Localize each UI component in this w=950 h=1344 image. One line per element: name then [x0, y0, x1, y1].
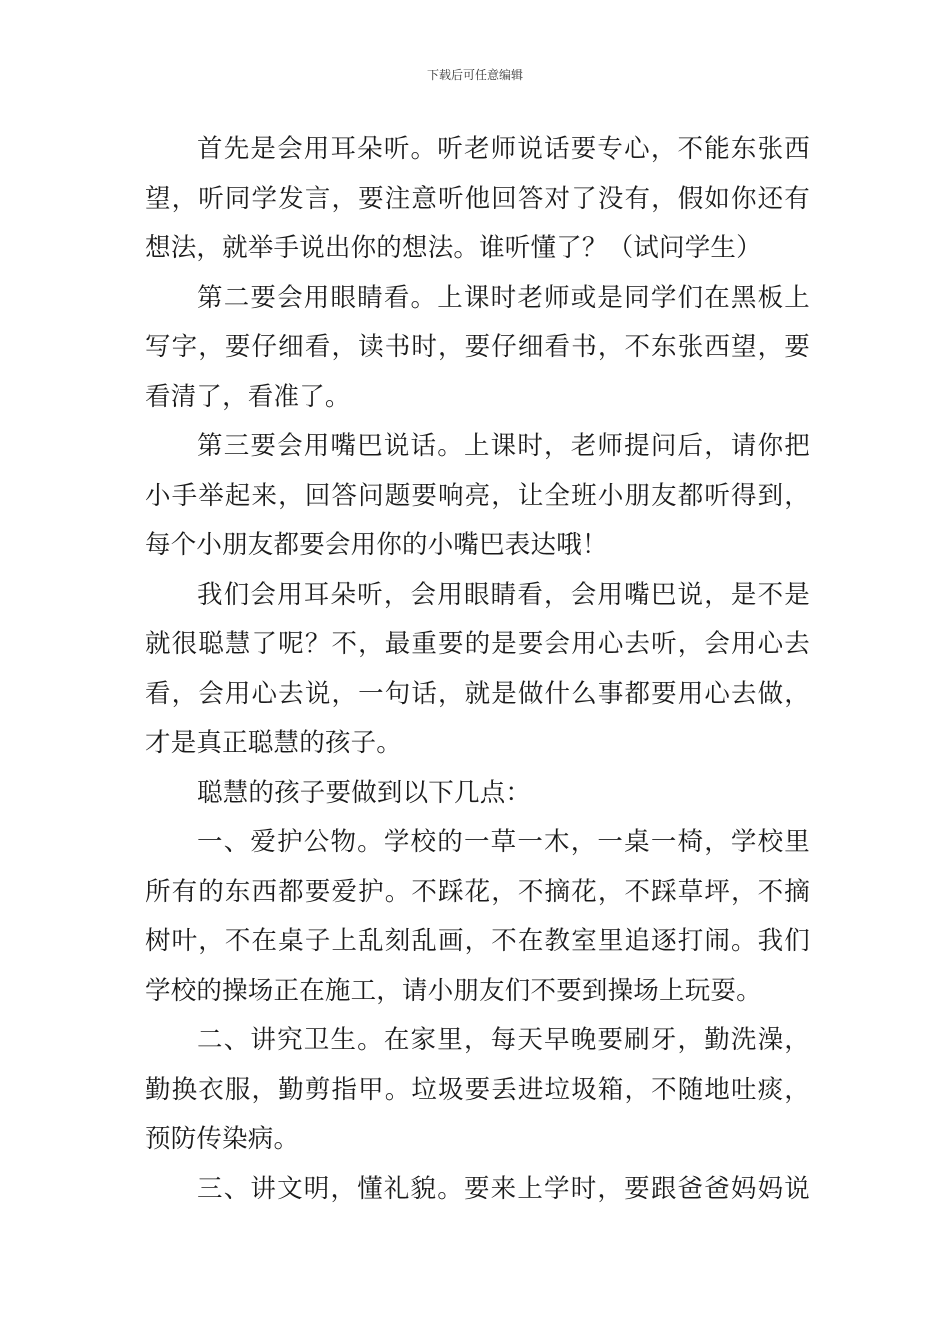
text-line: 小手举起来，回答问题要响亮，让全班小朋友都听得到， — [145, 480, 810, 511]
text-line: 我们会用耳朵听，会用眼睛看，会用嘴巴说，是不是 — [197, 579, 810, 610]
text-line: 就很聪慧了呢？不，最重要的是要会用心去听，会用心去 — [145, 629, 810, 659]
paragraph — [145, 1016, 810, 1165]
paragraph — [145, 818, 810, 1016]
text-line: 看，会用心去说，一句话，就是做什么事都要用心去做， — [145, 678, 810, 709]
page-header: 下载后可任意编辑 — [426, 68, 523, 82]
text-line: 所有的东西都要爱护。不踩花，不摘花，不踩草坪，不摘 — [145, 876, 810, 907]
paragraph — [145, 274, 810, 423]
document-body — [145, 125, 810, 1214]
paragraph — [145, 571, 810, 769]
text-line: 望，听同学发言，要注意听他回答对了没有，假如你还有 — [145, 183, 810, 214]
text-line: 写字，要仔细看，读书时，要仔细看书，不东张西望，要 — [145, 332, 810, 362]
text-line: 首先是会用耳朵听。听老师说话要专心，不能东张西 — [197, 134, 810, 164]
text-line: 学校的操场正在施工，请小朋友们不要到操场上玩耍。 — [145, 975, 762, 1006]
text-line: 想法，就举手说出你的想法。谁听懂了？（试问学生） — [145, 233, 762, 263]
text-line: 一、爱护公物。学校的一草一木，一桌一椅，学校里 — [197, 827, 810, 857]
text-line: 树叶，不在桌子上乱刻乱画，不在教室里追逐打闹。我们 — [145, 926, 810, 956]
paragraph — [145, 422, 810, 571]
paragraph — [145, 769, 810, 819]
text-line: 预防传染病。 — [145, 1124, 300, 1154]
paragraph — [145, 125, 810, 274]
text-line: 第二要会用眼睛看。上课时老师或是同学们在黑板上 — [197, 282, 810, 313]
text-line: 每个小朋友都要会用你的小嘴巴表达哦！ — [145, 530, 608, 560]
text-line: 看清了，看准了。 — [145, 381, 351, 412]
text-line: 才是真正聪慧的孩子。 — [145, 728, 403, 758]
text-line: 勤换衣服，勤剪指甲。垃圾要丢进垃圾箱，不随地吐痰， — [145, 1074, 810, 1105]
text-line: 第三要会用嘴巴说话。上课时，老师提问后，请你把 — [197, 431, 810, 461]
text-line: 三、讲文明，懂礼貌。要来上学时，要跟爸爸妈妈说 — [197, 1173, 810, 1204]
text-line: 聪慧的孩子要做到以下几点： — [197, 777, 532, 808]
paragraph — [145, 1165, 810, 1215]
text-line: 二、讲究卫生。在家里，每天早晚要刷牙，勤洗澡， — [197, 1025, 810, 1055]
